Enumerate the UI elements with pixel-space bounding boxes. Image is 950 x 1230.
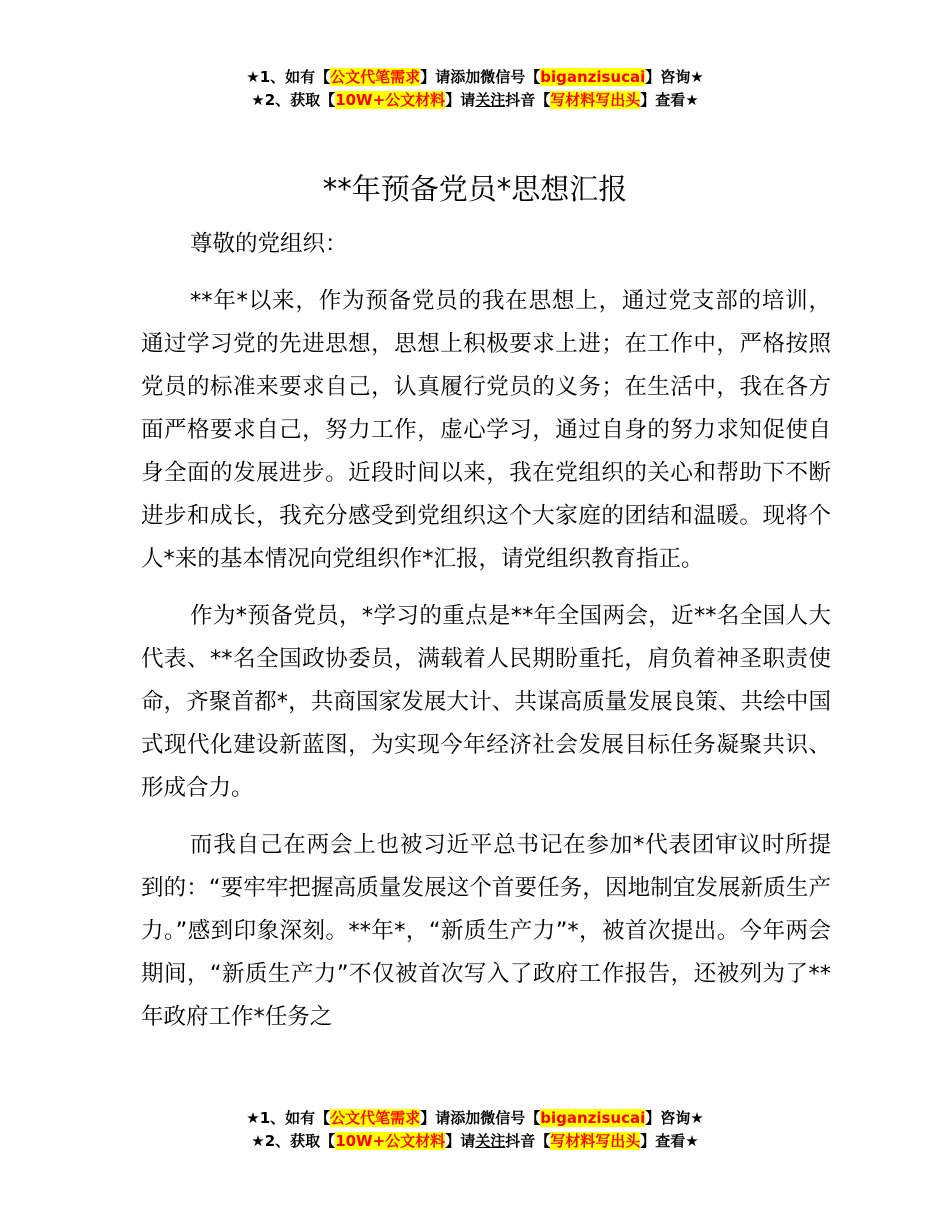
banner-text: 抖音【: [505, 91, 551, 109]
banner-text: 】请: [445, 1132, 476, 1150]
highlight-wechat-id: biganzisucai: [540, 68, 646, 86]
banner-text: 】咨询★: [645, 1109, 704, 1127]
underlined-follow: 关注: [475, 1132, 506, 1150]
highlight-materials: 10W+公文材料: [335, 1132, 446, 1150]
document-body: [141, 222, 831, 1039]
banner-text: 抖音【: [505, 1132, 551, 1150]
banner-text: 】咨询★: [645, 68, 704, 86]
underlined-follow: 关注: [475, 91, 506, 109]
salutation: 尊敬的党组织：: [190, 231, 348, 257]
banner-text: ★2、获取【: [251, 91, 336, 109]
banner-line-2: [0, 89, 950, 112]
banner-line-2: [0, 1130, 950, 1153]
banner-line-1: [0, 1107, 950, 1130]
highlight-ghostwriting: 公文代笔需求: [330, 1109, 421, 1127]
highlight-douyin-account: 写材料写出头: [550, 91, 641, 109]
highlight-wechat-id: biganzisucai: [540, 1109, 646, 1127]
document-title: **年预备党员*思想汇报: [322, 172, 628, 206]
paragraph-2: 作为*预备党员，*学习的重点是**年全国两会，近**名全国人大代表、**名全国政协委员，满载着人民期盼重托，肩负着神圣职责使命，齐聚首都*，共商国家发展大计、共谋高质量发展良策、共绘中国式现代化建设新蓝图，为实现今年经济社会发展目标任务凝聚共识、形成合力。: [141, 603, 831, 801]
banner-text: 】请添加微信号【: [420, 1109, 541, 1127]
highlight-douyin-account: 写材料写出头: [550, 1132, 641, 1150]
banner-text: ★1、如有【: [246, 68, 331, 86]
banner-text: 】查看★: [640, 91, 699, 109]
banner-text: 】查看★: [640, 1132, 699, 1150]
banner-text: ★2、获取【: [251, 1132, 336, 1150]
header-banner: [0, 66, 950, 112]
banner-line-1: [0, 66, 950, 89]
highlight-materials: 10W+公文材料: [335, 91, 446, 109]
highlight-ghostwriting: 公文代笔需求: [330, 68, 421, 86]
paragraph-3: 而我自己在两会上也被习近平总书记在参加*代表团审议时所提到的：“要牢牢把握高质量发展这个首要任务，因地制宜发展新质生产力。”感到印象深刻。**年*，“新质生产力”*，被首次提出。今年两会期间，“新质生产力”不仅被首次写入了政府工作报告，还被列为了**年政府工作*任务之: [141, 832, 831, 1030]
paragraph-1: **年*以来，作为预备党员的我在思想上，通过党支部的培训，通过学习党的先进思想，思想上积极要求上进；在工作中，严格按照党员的标准来要求自己，认真履行党员的义务；在生活中，我在各方面严格要求自己，努力工作，虚心学习，通过自身的努力求知促使自身全面的发展进步。近段时间以来，我在党组织的关心和帮助下不断进步和成长，我充分感受到党组织这个大家庭的团结和温暖。现将个人*来的基本情况向党组织作*汇报，请党组织教育指正。: [141, 288, 831, 572]
banner-text: ★1、如有【: [246, 1109, 331, 1127]
banner-text: 】请: [445, 91, 476, 109]
banner-text: 】请添加微信号【: [420, 68, 541, 86]
footer-banner: [0, 1107, 950, 1153]
